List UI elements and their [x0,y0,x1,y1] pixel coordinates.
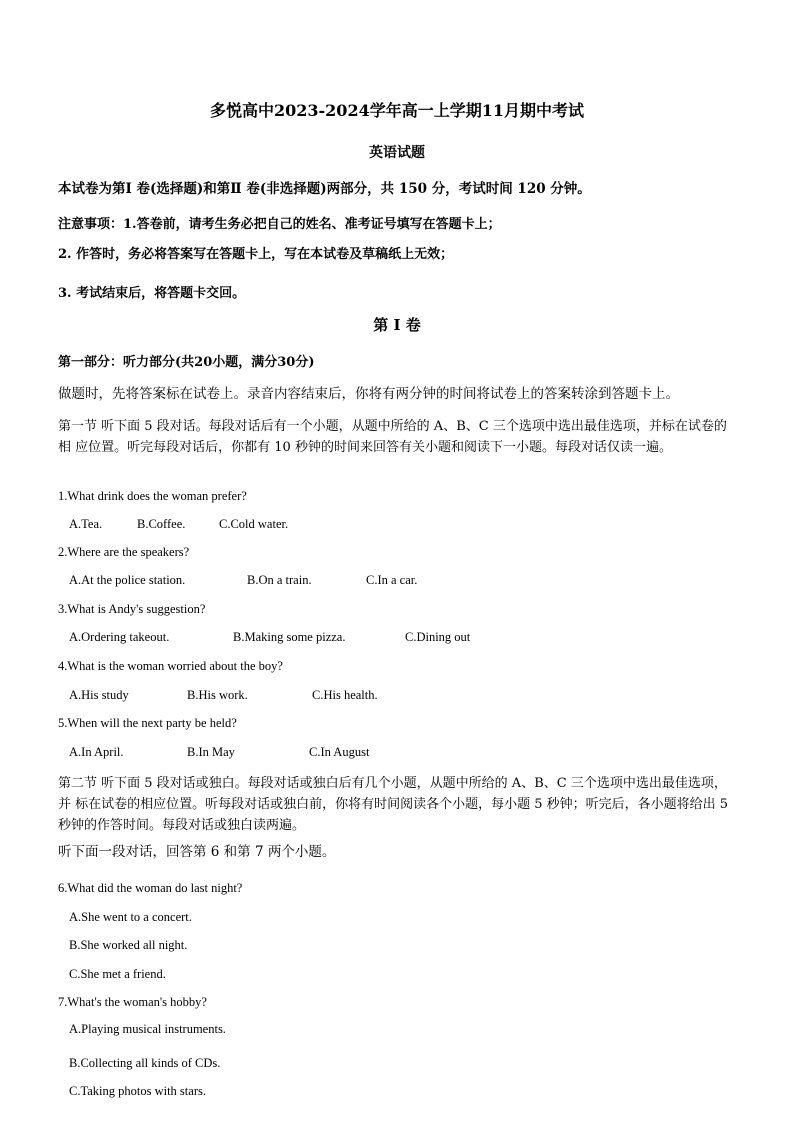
question-stem: 2.Where are the speakers? [58,545,190,559]
notice-2: 2. 作答时，务必将答案写在答题卡上，写在本试卷及草稿纸上无效； [58,247,454,262]
option: A.She went to a concert. [69,910,192,924]
question-stem: 1.What drink does the woman prefer? [58,489,247,503]
question-stem: 3.What is Andy's suggestion? [58,602,206,616]
option: A.At the police station. [69,573,186,587]
question-stem: 5.When will the next party be held? [58,716,237,730]
option: B.Collecting all kinds of CDs. [69,1056,221,1070]
option: A.His study [69,688,129,702]
option: B.In May [187,745,235,759]
part1-heading: 第一部分：听力部分(共20小题，满分30分) [58,355,315,370]
option: C.Taking photos with stars. [69,1084,206,1098]
option: B.She worked all night. [69,938,188,952]
option: A.Tea. [69,517,103,531]
question-stem: 4.What is the woman worried about the boy? [58,659,283,673]
dialogue-note: 听下面一段对话，回答第 6 和第 7 两个小题。 [58,844,336,860]
volume-label: 第 Ⅰ 卷 [373,316,421,334]
question-stem: 7.What's the woman's hobby? [58,995,207,1009]
paper-info: 本试卷为第Ⅰ 卷(选择题)和第Ⅱ 卷(非选择题)两部分，共 150 分，考试时间 120 分钟。 [58,181,591,197]
option: B.Coffee. [137,517,186,531]
option: B.On a train. [247,573,312,587]
part1-instruction: 做题时，先将答案标在试卷上。录音内容结束后，你将有两分钟的时间将试卷上的答案转涂到答题卡上。 [58,386,679,402]
option: A.Ordering takeout. [69,630,170,644]
option: C.In a car. [366,573,418,587]
option: C.Cold water. [219,517,289,531]
option: B.Making some pizza. [233,630,346,644]
notice-1: 注意事项：1.答卷前，请考生务必把自己的姓名、准考证号填写在答题卡上； [58,217,501,232]
exam-title: 多悦高中2023-2024学年高一上学期11月期中考试 [210,101,584,120]
option: C.She met a friend. [69,967,166,981]
option: C.In August [309,745,370,759]
section2-instruction: 第二节 听下面 5 段对话或独白。每段对话或独白后有几个小题，从题中所给的 A、B、C 三个选项中选出最佳选项，并 标在试卷的相应位置。听每段对话或独白前，你将有时间阅读各个小题，每小题 5 秒钟；听完后，各小题将给出 5 秒钟的作答时间。每段对话或独白读两遍。 [58,776,729,833]
option: C.His health. [312,688,378,702]
subject-title: 英语试题 [369,145,425,161]
option: B.His work. [187,688,248,702]
section1-instruction: 第一节 听下面 5 段对话。每段对话后有一个小题，从题中所给的 A、B、C 三个选项中选出最佳选项，并标在试卷的相 应位置。听完每段对话后，你都有 10 秒钟的时间来回答有关小题和阅读下一小题。每段对话仅读一遍。 [58,419,727,455]
question-stem: 6.What did the woman do last night? [58,881,243,895]
notice-3: 3. 考试结束后，将答题卡交回。 [58,286,246,301]
option: A.Playing musical instruments. [69,1022,226,1036]
option: A.In April. [69,745,124,759]
option: C.Dining out [405,630,471,644]
